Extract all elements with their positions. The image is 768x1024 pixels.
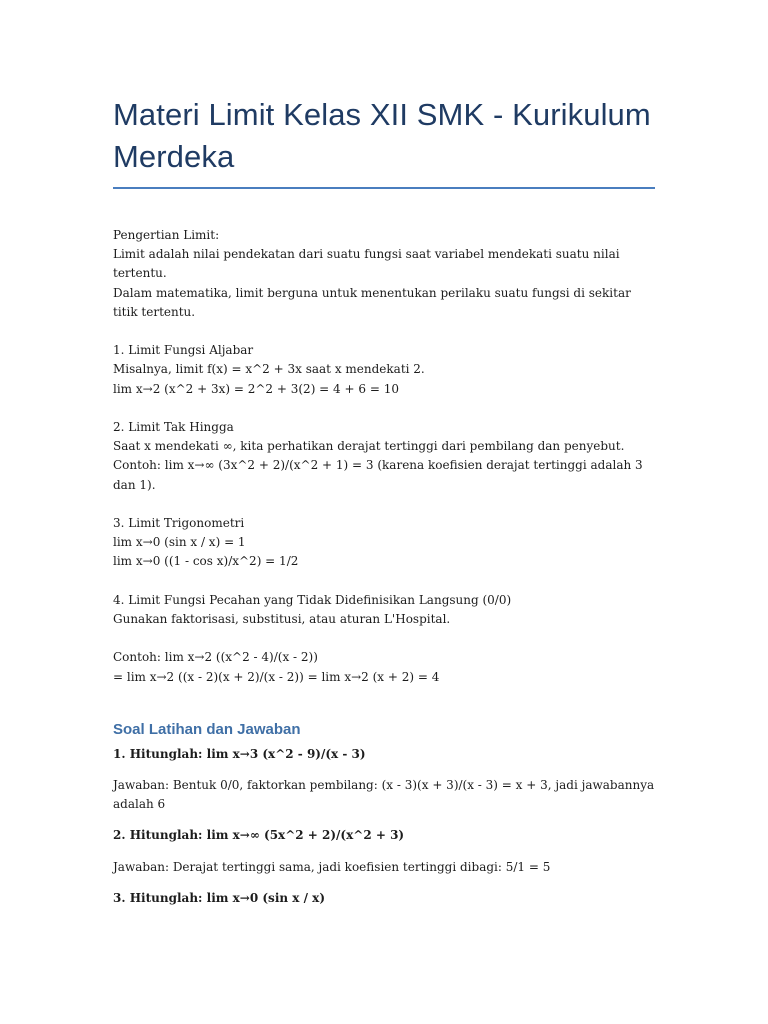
intro-block [113, 226, 658, 687]
section-line: Saat x mendekati ∞, kita perhatikan derajat tertinggi dari pembilang dan penyebut. [113, 439, 625, 454]
intro-paragraph [113, 226, 658, 322]
paragraph-gap [113, 629, 658, 648]
section-pecahan [113, 591, 658, 629]
exercise-question: 1. Hitunglah: lim x→3 (x^2 - 9)/(x - 3) [113, 746, 366, 761]
section-line: Gunakan faktorisasi, substitusi, atau aturan L'Hospital. [113, 612, 451, 626]
paragraph-gap [113, 495, 658, 514]
exercise-question: 2. Hitunglah: lim x→∞ (5x^2 + 2)/(x^2 + 3) [113, 828, 405, 843]
intro-line: Dalam matematika, limit berguna untuk menentukan perilaku suatu fungsi di sekitar titik tertentu. [113, 285, 635, 319]
paragraph-gap [113, 572, 658, 591]
document-page [113, 0, 658, 908]
paragraph-gap [113, 399, 658, 418]
section-heading: 4. Limit Fungsi Pecahan yang Tidak Didefinisikan Langsung (0/0) [113, 592, 512, 607]
section-line: Misalnya, limit f(x) = x^2 + 3x saat x mendekati 2. [113, 362, 425, 377]
section-tak-hingga [113, 418, 658, 495]
title-underline [113, 187, 655, 189]
section-aljabar [113, 341, 658, 399]
exercises-heading: Soal Latihan dan Jawaban [113, 720, 301, 738]
section-trigonometri [113, 514, 658, 572]
intro-line: Limit adalah nilai pendekatan dari suatu fungsi saat variabel mendekati suatu nilai tertentu. [113, 247, 624, 281]
exercise-question: 3. Hitunglah: lim x→0 (sin x / x) [113, 890, 325, 905]
section-line: lim x→2 (x^2 + 3x) = 2^2 + 3(2) = 4 + 6 = 10 [113, 381, 399, 396]
section-line: Contoh: lim x→∞ (3x^2 + 2)/(x^2 + 1) = 3 (karena koefisien derajat tertinggi adalah 3 dan 1). [113, 458, 647, 492]
section-heading: 3. Limit Trigonometri [113, 516, 245, 530]
exercise-answer: Jawaban: Bentuk 0/0, faktorkan pembilang: (x - 3)(x + 3)/(x - 3) = x + 3, jadi jawabannya adalah 6 [113, 778, 655, 812]
paragraph-gap [113, 322, 658, 341]
section-line: lim x→0 (sin x / x) = 1 [113, 535, 246, 550]
exercise-answer: Jawaban: Derajat tertinggi sama, jadi koefisien tertinggi dibagi: 5/1 = 5 [113, 859, 551, 874]
section-heading: 2. Limit Tak Hingga [113, 420, 234, 434]
section-pecahan-example [113, 648, 658, 686]
example-line: = lim x→2 ((x - 2)(x + 2)/(x - 2)) = lim x→2 (x + 2) = 4 [113, 669, 440, 684]
section-heading: 1. Limit Fungsi Aljabar [113, 343, 254, 358]
intro-heading: Pengertian Limit: [113, 228, 220, 242]
section-line: lim x→0 ((1 - cos x)/x^2) = 1/2 [113, 554, 299, 569]
example-line: Contoh: lim x→2 ((x^2 - 4)/(x - 2)) [113, 650, 318, 665]
document-title: Materi Limit Kelas XII SMK - Kurikulum Merdeka [113, 97, 651, 174]
